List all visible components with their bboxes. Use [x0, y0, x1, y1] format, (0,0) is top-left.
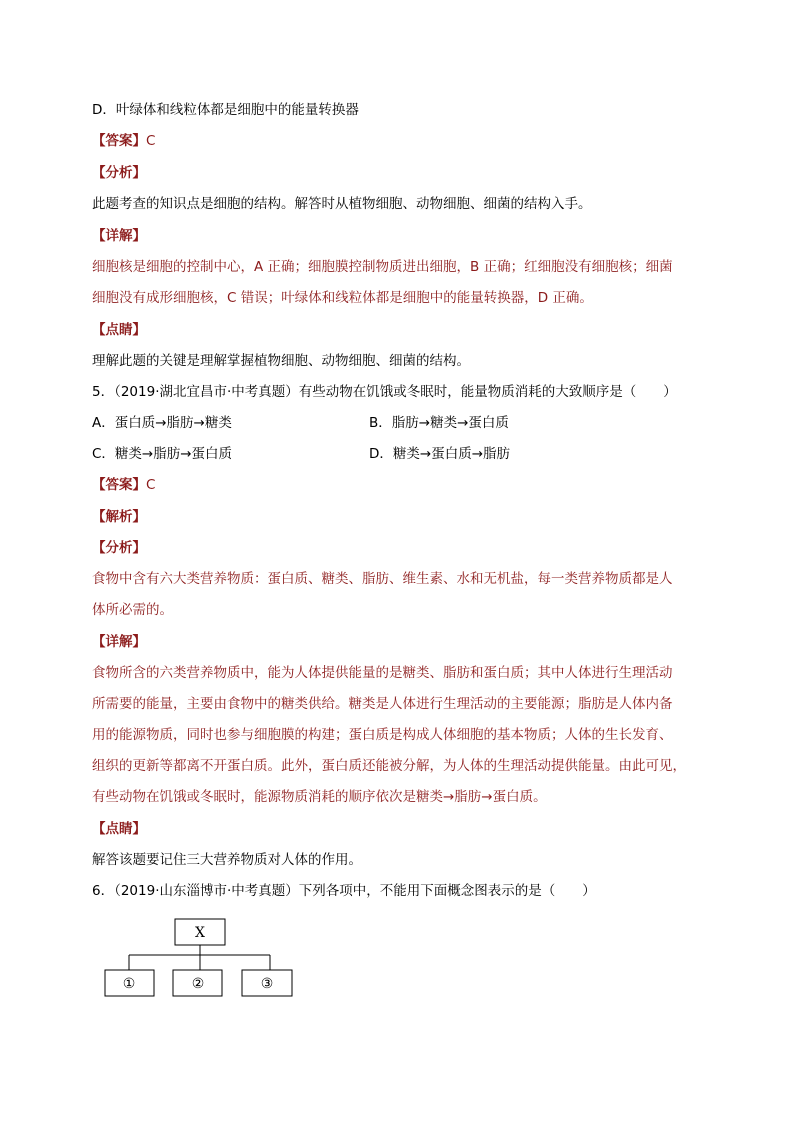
detail-tag: 【详解】 — [92, 634, 146, 650]
q5-option-d: D．糖类→蛋白质→脂肪 — [369, 446, 511, 462]
comment-tag: 【点睛】 — [92, 821, 146, 837]
q5-detail-line: 有些动物在饥饿或冬眠时，能源物质消耗的顺序依次是糖类→脂肪→蛋白质。 — [92, 789, 547, 805]
q5-detail-line: 组织的更新等都离不开蛋白质。此外，蛋白质还能被分解，为人体的生理活动提供能量。由此可见， — [92, 758, 686, 774]
answer-tag: 【答案】 — [92, 133, 146, 149]
q4-detail-line: 细胞核是细胞的控制中心，A 正确；细胞膜控制物质进出细胞，B 正确；红细胞没有细胞核；细菌 — [92, 259, 673, 275]
q5-detail-line: 食物所含的六类营养物质中，能为人体提供能量的是糖类、脂肪和蛋白质；其中人体进行生理活动 — [92, 665, 673, 681]
q5-answer-row — [92, 475, 155, 495]
analysis-tag: 【分析】 — [92, 540, 146, 556]
diagram-root-label: X — [195, 925, 205, 941]
q5-detail-line: 用的能源物质，同时也参与细胞膜的构建；蛋白质是构成人体细胞的基本物质；人体的生长发育、 — [92, 727, 673, 743]
explain-tag: 【解析】 — [92, 509, 146, 525]
detail-tag: 【详解】 — [92, 228, 146, 244]
q4-answer-row — [92, 131, 155, 151]
q5-analysis-line: 体所必需的。 — [92, 602, 173, 618]
q4-detail-line: 细胞没有成形细胞核，C 错误；叶绿体和线粒体都是细胞中的能量转换器，D 正确。 — [92, 290, 593, 306]
q4-analysis-text: 此题考查的知识点是细胞的结构。解答时从植物细胞、动物细胞、细菌的结构入手。 — [92, 196, 592, 212]
q4-comment-text: 理解此题的关键是理解掌握植物细胞、动物细胞、细菌的结构。 — [92, 353, 470, 369]
concept-diagram — [102, 918, 302, 998]
answer-tag: 【答案】 — [92, 477, 146, 493]
analysis-tag: 【分析】 — [92, 165, 146, 181]
diagram-child-label: ② — [191, 976, 205, 992]
q4-option-d: D．叶绿体和线粒体都是细胞中的能量转换器 — [92, 102, 359, 118]
q5-option-b: B．脂肪→糖类→蛋白质 — [369, 415, 509, 431]
diagram-child-label: ③ — [260, 976, 274, 992]
q5-option-c: C．糖类→脂肪→蛋白质 — [92, 446, 233, 462]
q6-stem: 6．（2019·山东淄博市·中考真题）下列各项中，不能用下面概念图表示的是（ ） — [92, 883, 596, 899]
comment-tag: 【点睛】 — [92, 322, 146, 338]
q5-analysis-line: 食物中含有六大类营养物质：蛋白质、糖类、脂肪、维生素、水和无机盐，每一类营养物质都是人 — [92, 571, 673, 587]
answer-value: C — [146, 477, 156, 493]
q5-detail-line: 所需要的能量，主要由食物中的糖类供给。糖类是人体进行生理活动的主要能源；脂肪是人体内备 — [92, 696, 673, 712]
q5-stem: 5．（2019·湖北宜昌市·中考真题）有些动物在饥饿或冬眠时，能量物质消耗的大致顺序是（ ） — [92, 384, 677, 400]
diagram-child-label: ① — [122, 976, 136, 992]
answer-value: C — [146, 133, 156, 149]
q5-comment-text: 解答该题要记住三大营养物质对人体的作用。 — [92, 852, 362, 868]
q5-option-a: A．蛋白质→脂肪→糖类 — [92, 415, 232, 431]
